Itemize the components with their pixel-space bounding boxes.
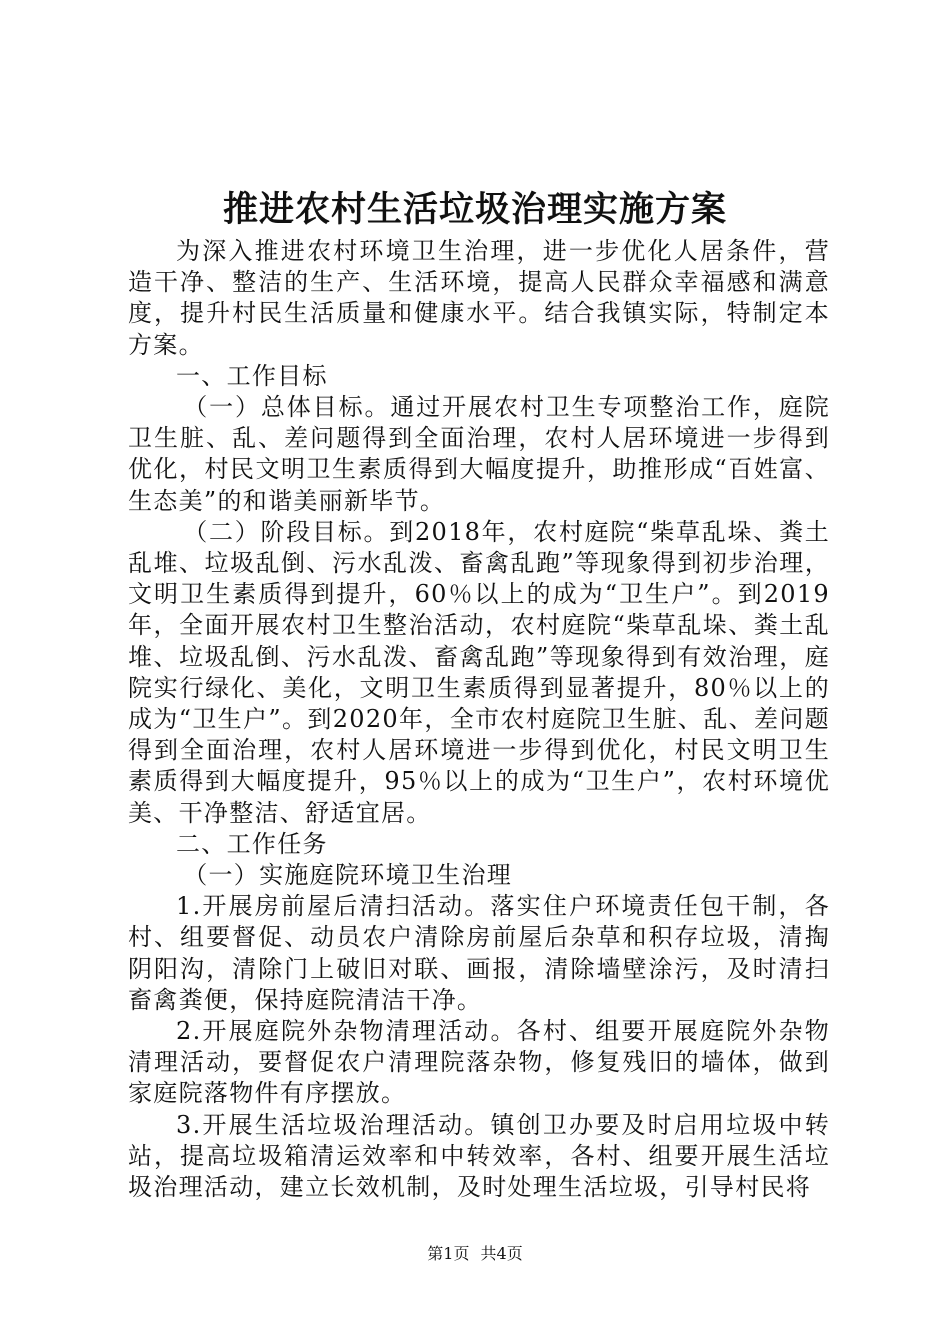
overall-goal-paragraph: （一）总体目标。通过开展农村卫生专项整治工作，庭院卫生脏、乱、差问题得到全面治理，农村人居环境进一步得到优化，村民文明卫生素质得到大幅度提升，助推形成“百姓富、生态美”的和谐美丽新毕节。 [128, 393, 830, 515]
task-paragraph-1: 1.开展房前屋后清扫活动。落实住户环境责任包干制，各村、组要督促、动员农户清除房前屋后杂草和积存垃圾，清掏阴阳沟，清除门上破旧对联、画报，清除墙壁涂污，及时清扫畜禽粪便，保持庭院清洁干净。 [128, 892, 830, 1014]
page-footer [0, 1243, 950, 1265]
document-title: 推进农村生活垃圾治理实施方案 [222, 190, 727, 230]
page-number: 第1页 [427, 1244, 470, 1263]
stage-goal-paragraph: （二）阶段目标。到2018年，农村庭院“柴草乱垛、粪土乱堆、垃圾乱倒、污水乱泼、畜禽乱跑”等现象得到初步治理，文明卫生素质得到提升，60％以上的成为“卫生户”。到2019年，全面开展农村卫生整治活动，农村庭院“柴草乱垛、粪土乱堆、垃圾乱倒、污水乱泼、畜禽乱跑”等现象得到有效治理，庭院实行绿化、美化，文明卫生素质得到显著提升，80％以上的成为“卫生户”。到2020年，全市农村庭院卫生脏、乱、差问题得到全面治理，农村人居环境进一步得到优化，村民文明卫生素质得到大幅度提升，95％以上的成为“卫生户”，农村环境优美、干净整洁、舒适宜居。 [128, 517, 830, 827]
subsection-heading-courtyard: （一）实施庭院环境卫生治理 [183, 861, 513, 890]
document-body [128, 236, 830, 1203]
page-total: 共4页 [480, 1244, 523, 1263]
intro-paragraph: 为深入推进农村环境卫生治理，进一步优化人居条件，营造干净、整洁的生产、生活环境，提高人民群众幸福感和满意度，提升村民生活质量和健康水平。结合我镇实际，特制定本方案。 [128, 237, 830, 359]
task-paragraph-2: 2.开展庭院外杂物清理活动。各村、组要开展庭院外杂物清理活动，要督促农户清理院落杂物，修复残旧的墙体，做到家庭院落物件有序摆放。 [128, 1017, 830, 1108]
section-heading-goals: 一、工作目标 [176, 361, 328, 390]
section-heading-tasks: 二、工作任务 [176, 829, 328, 858]
task-paragraph-3: 3.开展生活垃圾治理活动。镇创卫办要及时启用垃圾中转站，提高垃圾箱清运效率和中转效率，各村、组要开展生活垃圾治理活动，建立长效机制，及时处理生活垃圾，引导村民将 [128, 1110, 830, 1202]
